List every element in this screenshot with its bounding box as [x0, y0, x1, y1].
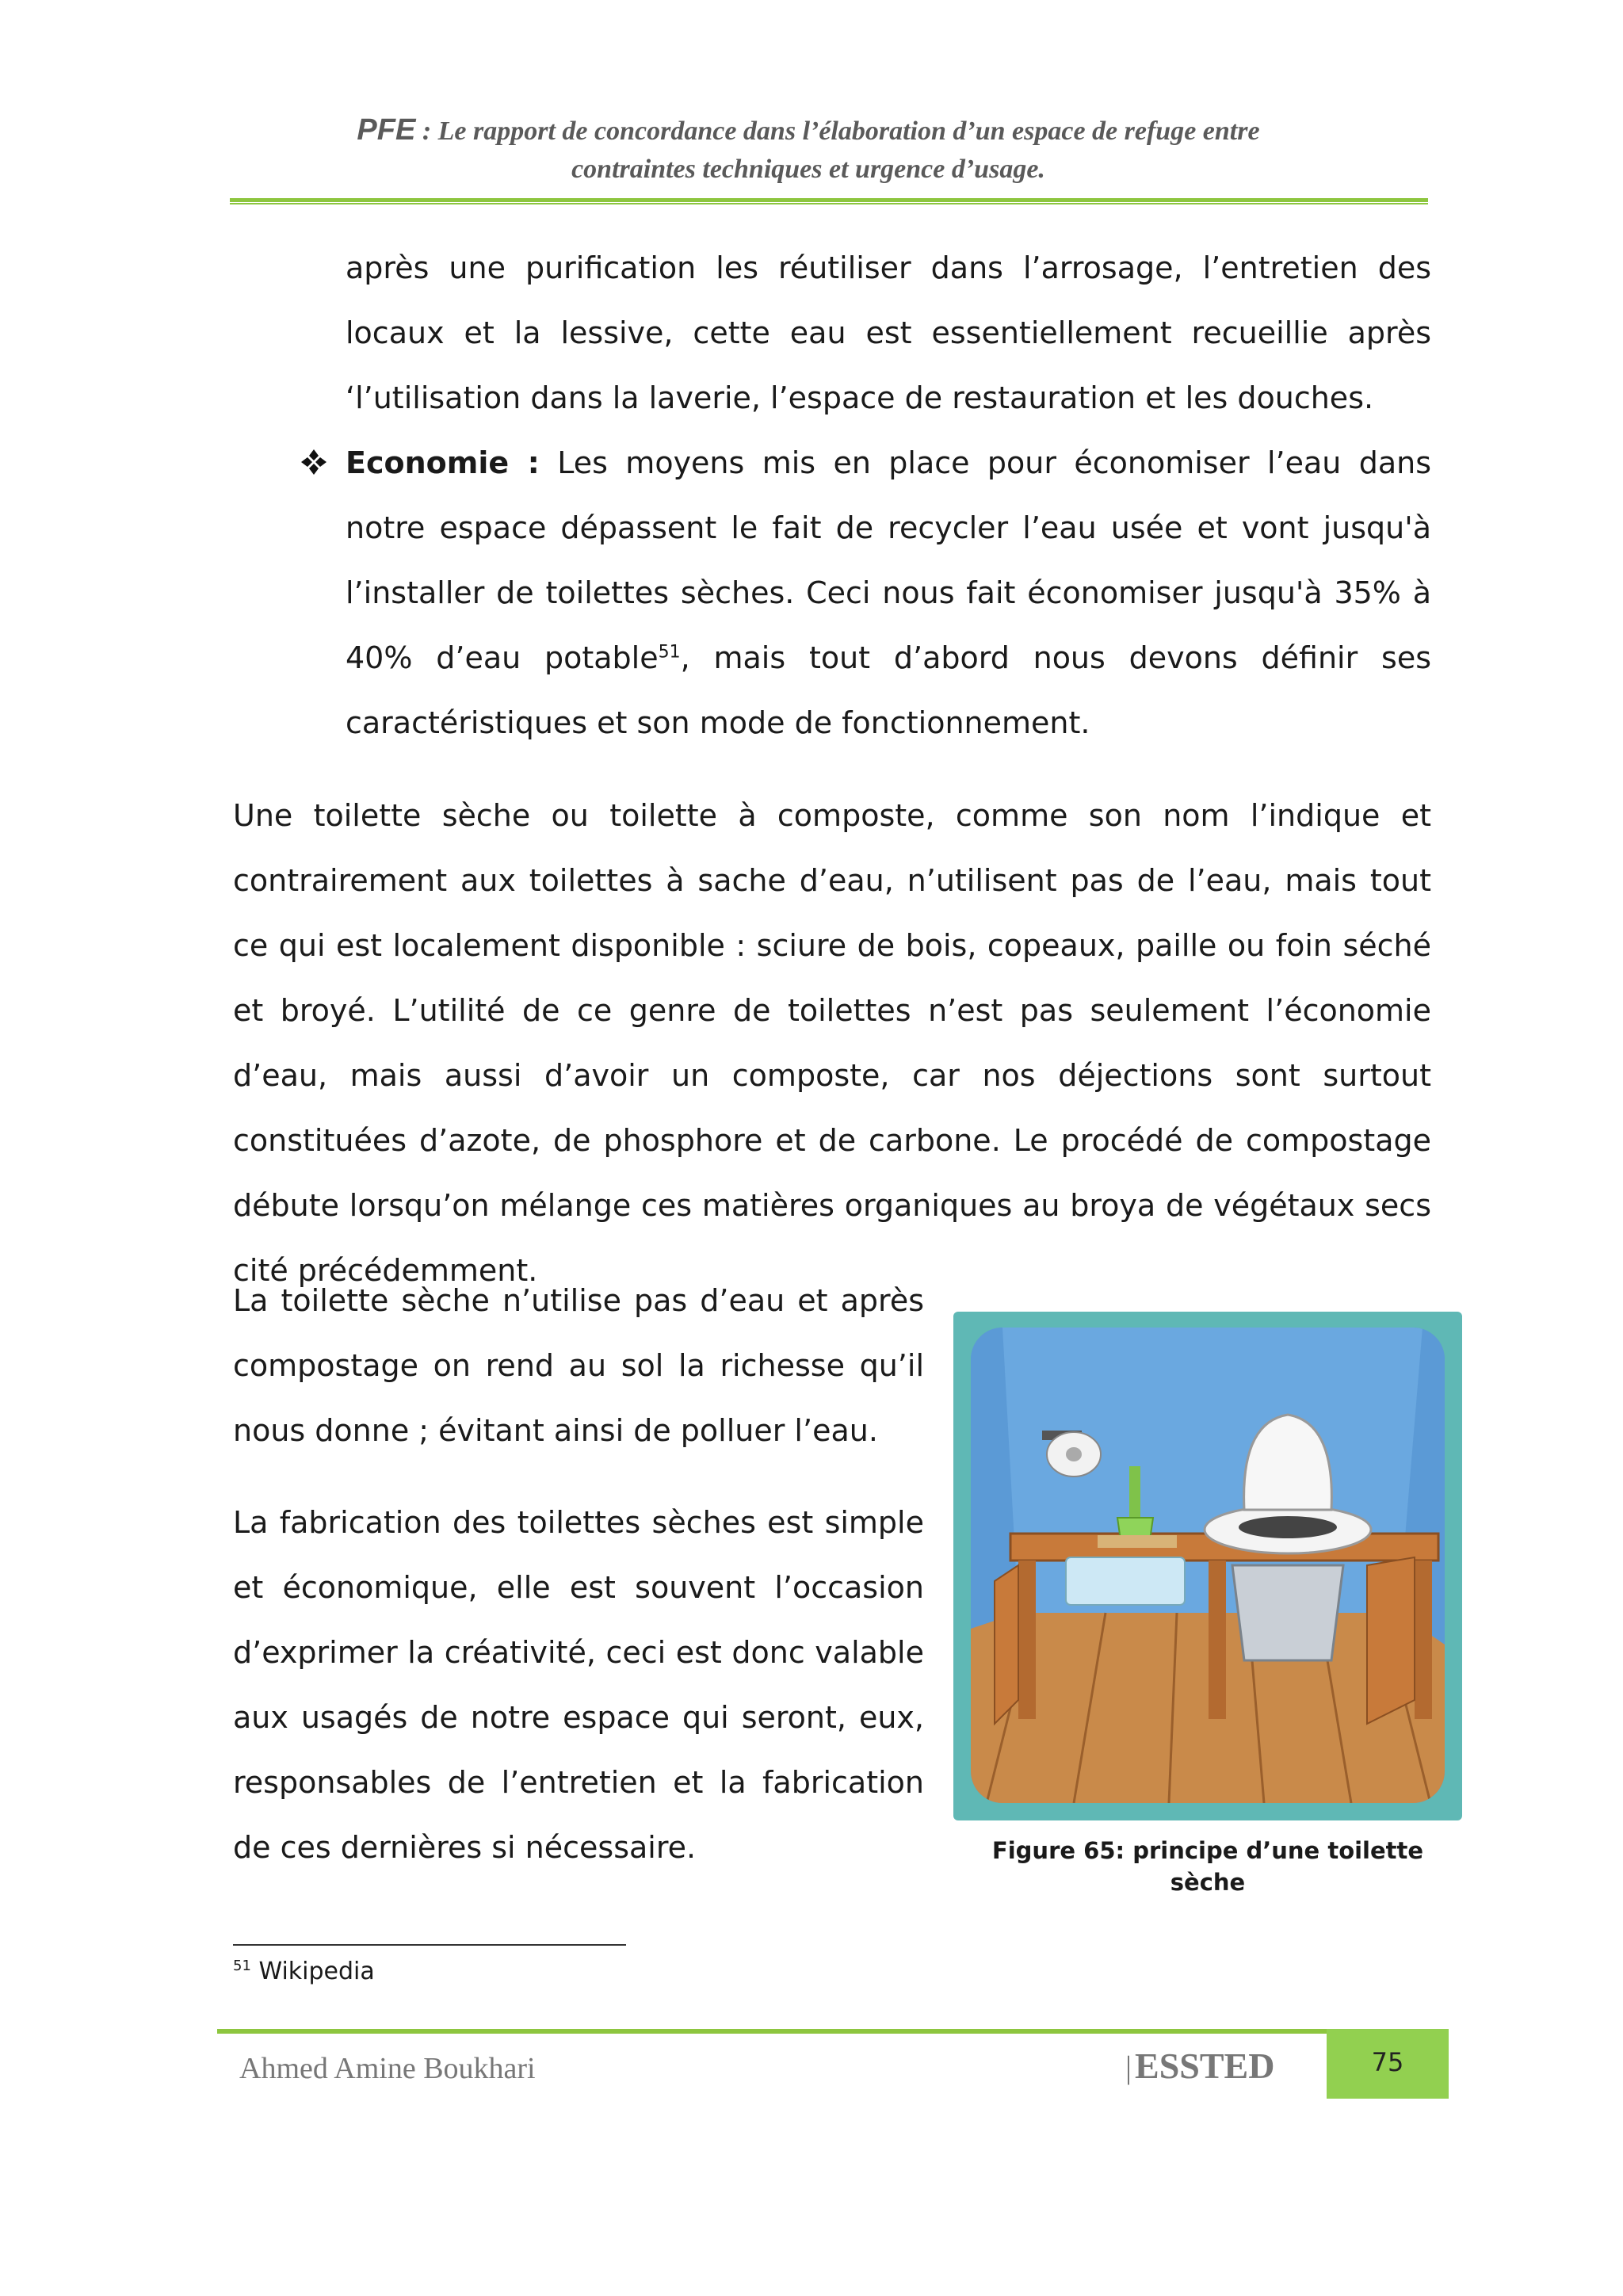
footer-school — [1125, 2045, 1274, 2087]
footer-school-name: ESSTED — [1135, 2046, 1275, 2086]
bullet-section — [300, 235, 1431, 755]
page-number: 75 — [1327, 2029, 1449, 2099]
figure-image — [953, 1312, 1462, 1820]
figure-caption: Figure 65: principe d’une toilette sèche — [991, 1837, 1424, 1896]
header-title-line1: : Le rapport de concordance dans l’élaboration d’un espace de refuge entre — [415, 117, 1260, 146]
paragraph-toilet: Une toilette sèche ou toilette à composte, comme son nom l’indique et contrairement aux toilettes à sache d’eau, n’utilisent pas de l’eau, mais tout ce qui est localement disponible : sciure de bois, copeaux, paille ou foin séché et broyé. L’utilité de ce genre de toilettes n’est pas seulement l’économie d’eau, mais aussi d’avoir un composte, car nos déjections sont surtout constituées d’azote, de phosphore et de carbone. Le procédé de compostage débute lorsqu’on mélange ces matières organiques au broya de végétaux secs cité précédemment. — [233, 798, 1431, 1288]
dry-toilet-illustration — [971, 1328, 1445, 1803]
bullet-item-text-b: , mais tout d’abord nous devons définir ses caractéristiques et son mode de fonctionnement. — [346, 640, 1431, 740]
footer-author: Ahmed Amine Boukhari — [239, 2052, 536, 2085]
column-paragraph-2: La fabrication des toilettes sèches est simple et économique, elle est souvent l’occasion d’exprimer la créativité, ceci est donc valable aux usagés de notre espace qui seront, eux, responsables de l’entretien et la fabrication de ces dernières si nécessaire. — [233, 1505, 924, 1865]
header-title — [238, 111, 1379, 189]
diamond-bullet-icon — [300, 448, 328, 476]
footnote-number: 51 — [233, 1958, 251, 1974]
column-paragraph-1: La toilette sèche n’utilise pas d’eau et après compostage on rend au sol la richesse qu’il nous donne ; évitant ainsi de polluer l’eau. — [233, 1283, 924, 1448]
bullet-item-text-a: Les moyens mis en place pour économiser l’eau dans notre espace dépassent le fait de recycler l’eau usée et vont jusqu'à l’installer de toilettes sèches. Ceci nous fait économiser jusqu'à 35% à 40% d’eau potable — [346, 445, 1431, 675]
header-title-line2: contraintes techniques et urgence d’usage. — [571, 155, 1045, 184]
footnote-separator — [233, 1944, 626, 1946]
header-pfe: PFE — [357, 113, 416, 147]
footnote-text: Wikipedia — [250, 1958, 375, 1985]
header-line-1 — [238, 111, 1379, 151]
footer-separator: | — [1125, 2050, 1132, 2085]
footnote-ref[interactable]: 51 — [658, 642, 681, 663]
header-rule — [230, 198, 1428, 204]
footer-rule — [217, 2029, 1327, 2034]
footnote — [233, 1956, 375, 1988]
bullet-continued-text: après une purification les réutiliser dans l’arrosage, l’entretien des locaux et la lessive, cette eau est essentiellement recueillie après ‘l’utilisation dans la laverie, l’espace de restauration et les douches. — [346, 250, 1431, 415]
bullet-item-economie — [300, 430, 1431, 755]
bullet-item-label: Economie : — [346, 445, 540, 480]
text-column — [233, 1268, 924, 1907]
figure-illustration — [971, 1328, 1445, 1803]
